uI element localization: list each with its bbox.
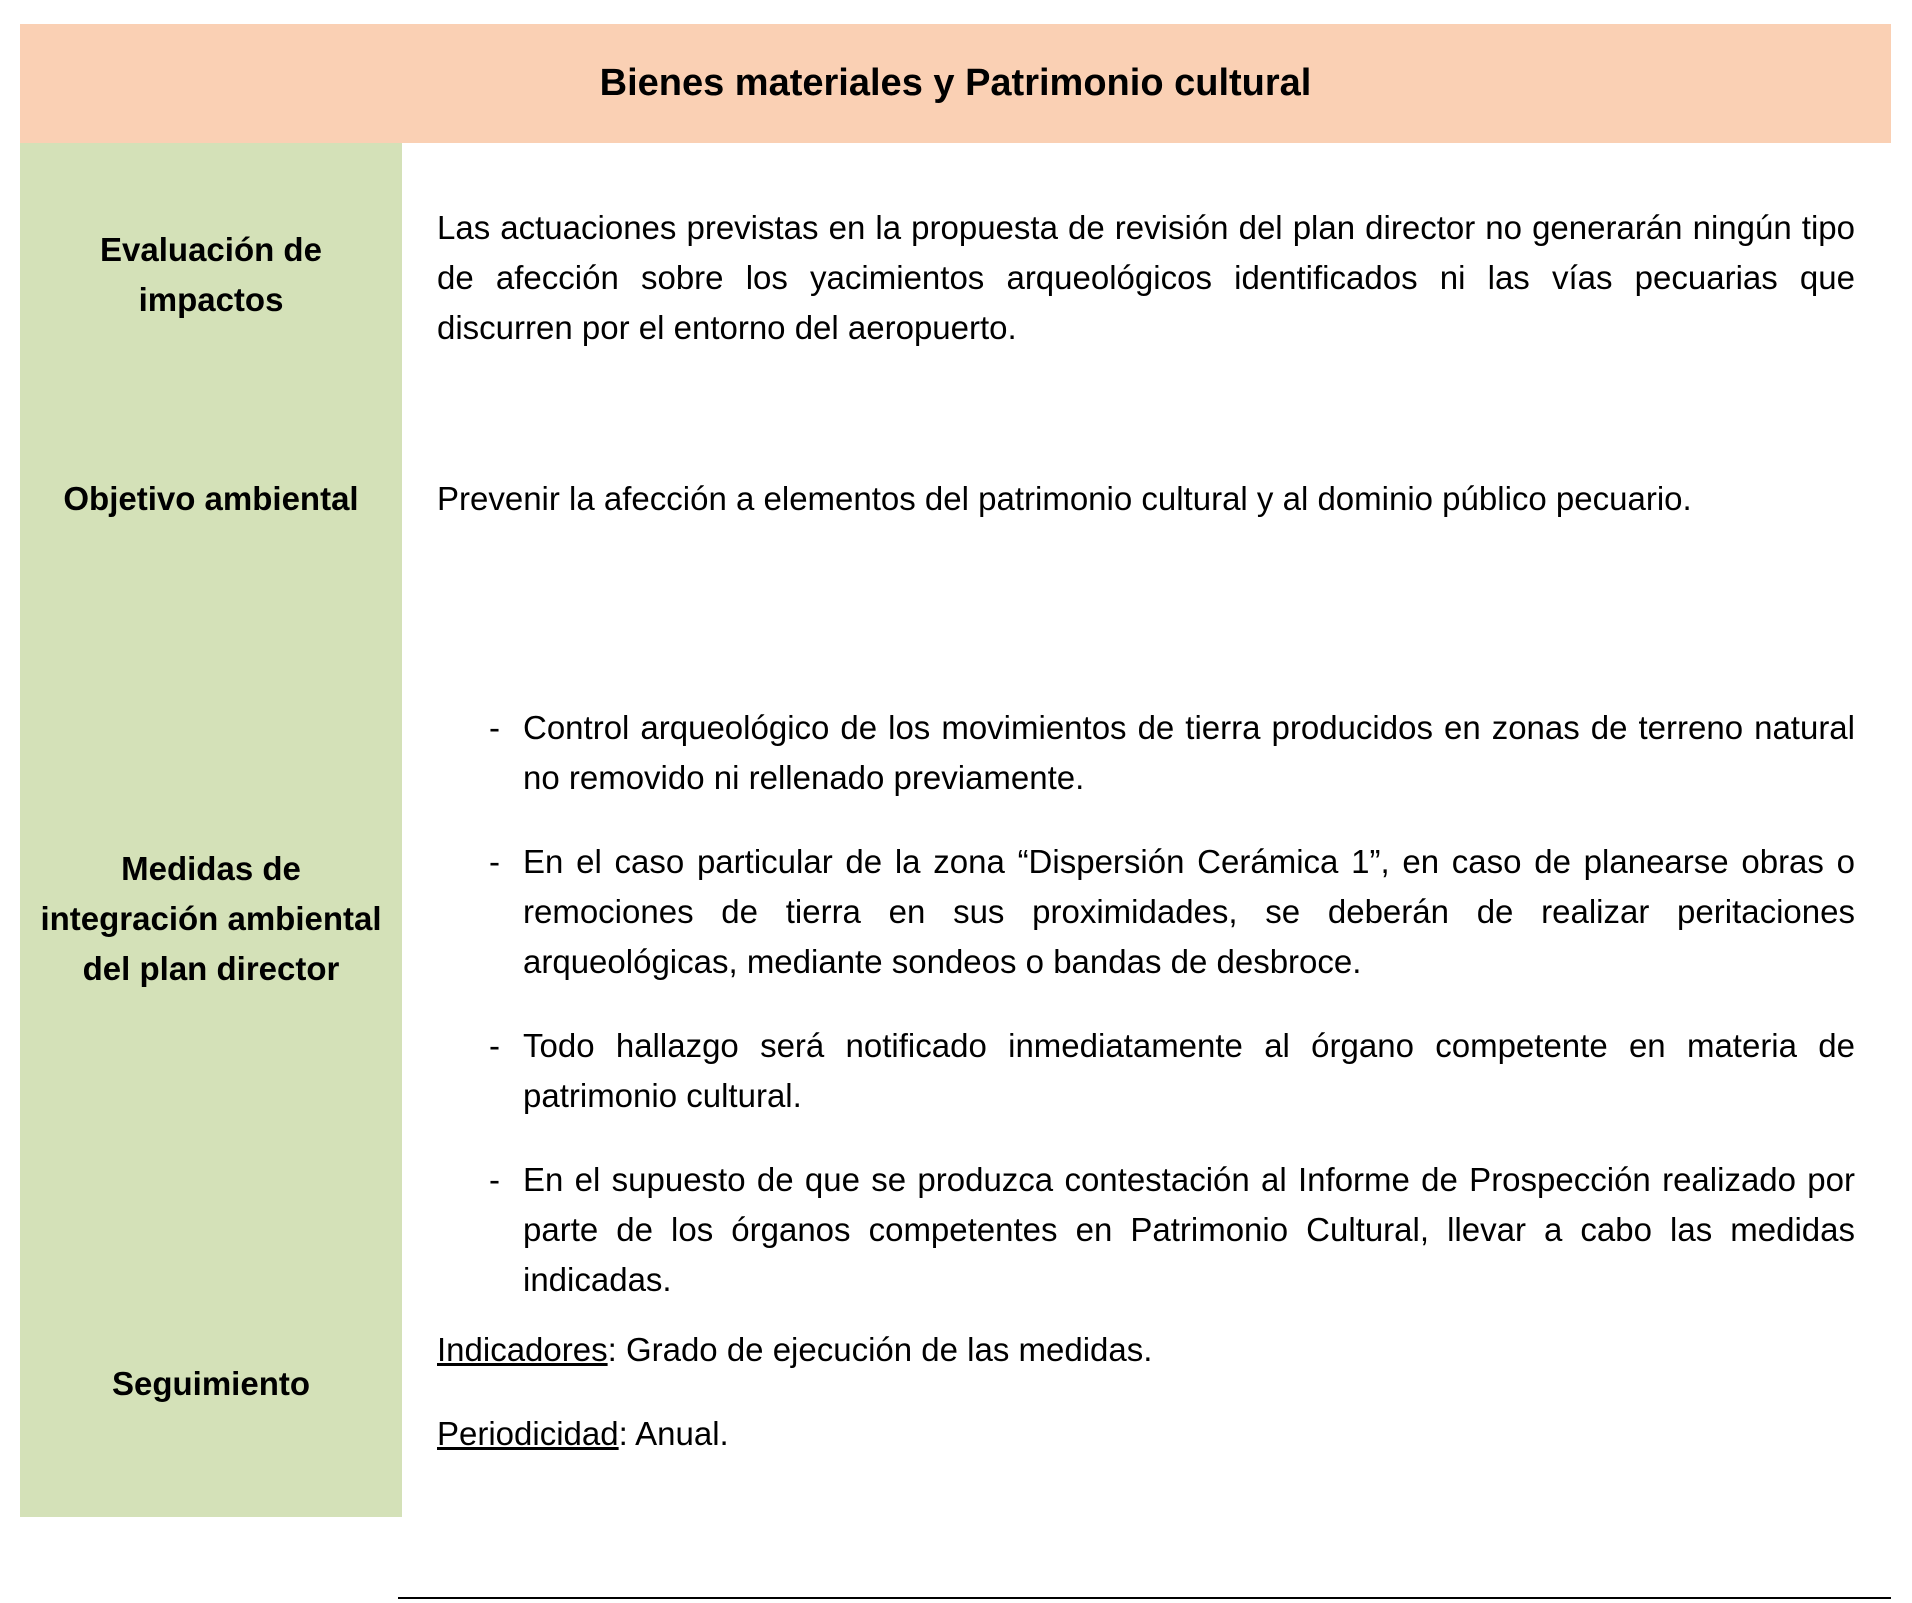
list-item-text: En el caso particular de la zona “Dispersión Cerámica 1”, en caso de planearse obras o remociones de tierra en sus proximidades, se deberán de realizar peritaciones arqueológicas, mediante sondeos o bandas de desbroce.	[523, 843, 1855, 980]
list-item	[437, 1021, 1855, 1121]
environmental-measures-table	[20, 24, 1891, 1517]
list-item	[437, 837, 1855, 987]
indicadores-line	[437, 1325, 1855, 1375]
row-medidas-integracion	[20, 585, 1891, 1298]
periodicidad-value: : Anual.	[618, 1415, 729, 1452]
row-label-objetivo-ambiental: Objetivo ambiental	[20, 413, 402, 585]
row-label-evaluacion-impactos: Evaluación de impactos	[20, 143, 402, 413]
periodicidad-key: Periodicidad	[437, 1415, 619, 1452]
dash-bullet-icon: -	[489, 709, 500, 746]
table-title: Bienes materiales y Patrimonio cultural	[20, 24, 1891, 143]
row-content-medidas-integracion	[402, 585, 1891, 1298]
row-objetivo-ambiental	[20, 413, 1891, 585]
row-label-medidas-integracion: Medidas de integración ambiental del plan director	[20, 585, 402, 1252]
indicadores-key: Indicadores	[437, 1331, 608, 1368]
indicadores-value: : Grado de ejecución de las medidas.	[607, 1331, 1153, 1368]
dash-bullet-icon: -	[489, 1027, 500, 1064]
measures-list	[437, 703, 1855, 1305]
row-evaluacion-impactos	[20, 143, 1891, 413]
objetivo-text: Prevenir la afección a elementos del patrimonio cultural y al dominio público pecuario.	[437, 480, 1692, 517]
list-item	[437, 1155, 1855, 1305]
row-text-evaluacion-impactos: Las actuaciones previstas en la propuesta de revisión del plan director no generarán ningún tipo de afección sobre los yacimientos arqueológicos identificados ni las vías pecuarias que discurren por el entorno del aeropuerto.	[437, 209, 1855, 346]
dash-bullet-icon: -	[489, 843, 500, 880]
list-item	[437, 703, 1855, 803]
list-item-text: Todo hallazgo será notificado inmediatamente al órgano competente en materia de patrimonio cultural.	[523, 1027, 1855, 1114]
list-item-text: En el supuesto de que se produzca contestación al Informe de Prospección realizado por parte de los órganos competentes en Patrimonio Cultural, llevar a cabo las medidas indicadas.	[523, 1161, 1855, 1298]
periodicidad-line	[437, 1409, 1855, 1459]
row-text-objetivo-ambiental	[402, 413, 1891, 585]
row-label-seguimiento: Seguimiento	[20, 1252, 402, 1517]
list-item-text: Control arqueológico de los movimientos de tierra producidos en zonas de terreno natural no removido ni rellenado previamente.	[523, 709, 1855, 796]
dash-bullet-icon: -	[489, 1161, 500, 1198]
table-bottom-border	[398, 1597, 1891, 1599]
